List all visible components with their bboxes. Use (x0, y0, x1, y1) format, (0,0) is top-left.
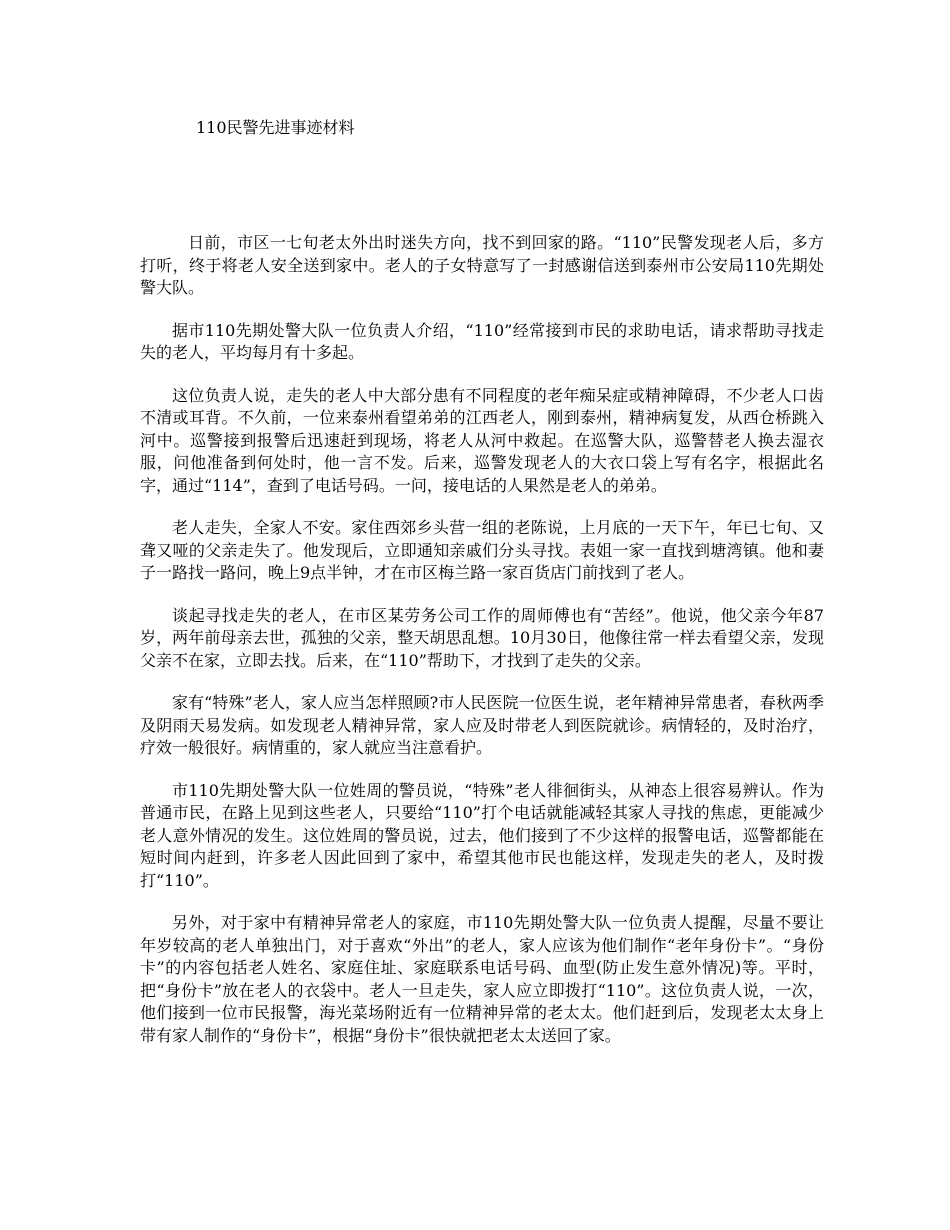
paragraph-6: 家有“特殊”老人，家人应当怎样照顾?市人民医院一位医生说，老年精神异常患者，春秋两季及阴雨天易发病。如发现老人精神异常，家人应及时带老人到医院就诊。病情轻的，及时治疗，疗效一般很好。病情重的，家人就应当注意看护。 (140, 693, 824, 757)
paragraph-3: 这位负责人说，走失的老人中大部分患有不同程度的老年痴呆症或精神障碍，不少老人口齿不清或耳背。不久前，一位来泰州看望弟弟的江西老人，刚到泰州，精神病复发，从西仓桥跳入河中。巡警接到报警后迅速赶到现场，将老人从河中救起。在巡警大队，巡警替老人换去湿衣服，问他准备到何处时，他一言不发。后来，巡警发现老人的大衣口袋上写有名字，根据此名字，通过“114”，查到了电话号码。一问，接电话的人果然是老人的弟弟。 (140, 385, 824, 495)
paragraph-1: 日前，市区一七旬老太外出时迷失方向，找不到回家的路。“110”民警发现老人后，多方打听，终于将老人安全送到家中。老人的子女特意写了一封感谢信送到泰州市公安局110先期处警大队。 (140, 233, 824, 297)
document-title: 110民警先进事迹材料 (196, 118, 355, 137)
paragraph-4: 老人走失，全家人不安。家住西郊乡头营一组的老陈说，上月底的一天下午，年已七旬、又聋又哑的父亲走失了。他发现后，立即通知亲戚们分头寻找。表姐一家一直找到塘湾镇。他和妻子一路找一路问，晚上9点半钟，才在市区梅兰路一家百货店门前找到了老人。 (140, 518, 824, 582)
document-body (140, 232, 824, 1067)
paragraph-2: 据市110先期处警大队一位负责人介绍，“110”经常接到市民的求助电话，请求帮助寻找走失的老人，平均每月有十多起。 (140, 320, 824, 362)
paragraph-7: 市110先期处警大队一位姓周的警员说，“特殊”老人徘徊街头，从神态上很容易辨认。作为普通市民，在路上见到这些老人，只要给“110”打个电话就能减轻其家人寻找的焦虑，更能减少老人意外情况的发生。这位姓周的警员说，过去，他们接到了不少这样的报警电话，巡警都能在短时间内赶到，许多老人因此回到了家中，希望其他市民也能这样，发现走失的老人，及时拨打“110”。 (140, 780, 824, 890)
paragraph-5: 谈起寻找走失的老人，在市区某劳务公司工作的周师傅也有“苦经”。他说，他父亲今年87岁，两年前母亲去世，孤独的父亲，整天胡思乱想。10月30日，他像往常一样去看望父亲，发现父亲不在家，立即去找。后来，在“110”帮助下，才找到了走失的父亲。 (140, 605, 824, 670)
paragraph-8: 另外，对于家中有精神异常老人的家庭，市110先期处警大队一位负责人提醒，尽量不要让年岁较高的老人单独出门，对于喜欢“外出”的老人，家人应该为他们制作“老年身份卡”。“身份卡”的内容包括老人姓名、家庭住址、家庭联系电话号码、血型(防止发生意外情况)等。平时，把“身份卡”放在老人的衣袋中。老人一旦走失，家人应立即拨打“110”。这位负责人说，一次，他们接到一位市民报警，海光菜场附近有一位精神异常的老太太。他们赶到后，发现老太太身上带有家人制作的“身份卡”，根据“身份卡”很快就把老太太送回了家。 (140, 913, 824, 1045)
